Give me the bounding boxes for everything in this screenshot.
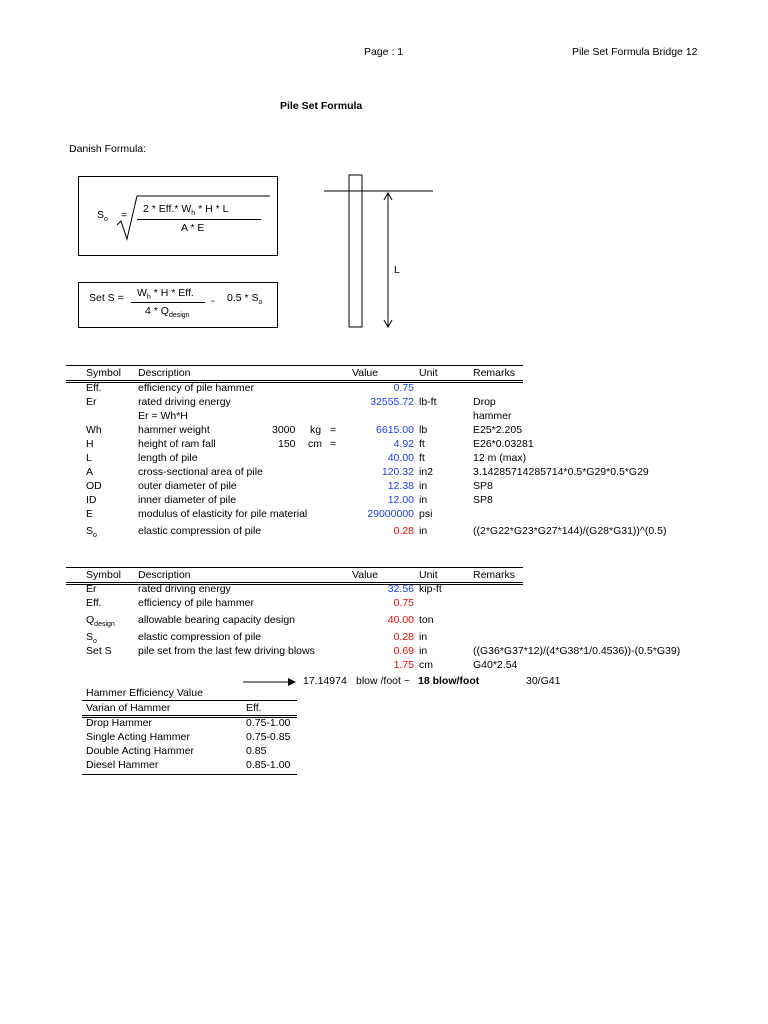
- minus-sign: -: [211, 295, 215, 307]
- unit-cell: in: [419, 631, 428, 643]
- so-symbol: $S_o$: [97, 209, 108, 224]
- unit-cell: lb: [419, 424, 428, 436]
- table-row: [0, 597, 768, 611]
- value-cell: 32.56: [387, 583, 414, 595]
- equals-sign: =: [121, 209, 128, 221]
- remarks-cell: 3.14285714285714*0.5*G29*0.5*G29: [473, 466, 649, 478]
- description-cell: Er = Wh*H: [138, 410, 188, 422]
- table-row: [0, 508, 768, 522]
- description-cell: rated driving energy: [138, 583, 231, 595]
- document-title: Pile Set Formula Bridge 12: [572, 46, 698, 58]
- unit-cell: in: [419, 645, 428, 657]
- unit-cell: psi: [419, 508, 433, 520]
- col-symbol: Symbol: [86, 367, 122, 379]
- unit-cell: in: [419, 480, 428, 492]
- col-value: Value: [352, 367, 379, 379]
- table-row: [0, 382, 768, 396]
- value-cell: 0.75: [393, 597, 414, 609]
- symbol-cell: Er: [86, 396, 97, 408]
- formula-box-so: [78, 176, 278, 256]
- symbol-cell: $S_o$: [86, 631, 97, 646]
- table-row: [0, 759, 300, 773]
- description-cell: efficiency of pile hammer: [138, 382, 254, 394]
- remarks-cell: hammer: [473, 410, 512, 422]
- value-cell: 0.69: [393, 645, 414, 657]
- unit-cell: ft: [419, 438, 425, 450]
- table-row: [0, 583, 768, 597]
- input-unit-cell: cm: [308, 438, 322, 450]
- hammer-table-rule: [82, 700, 297, 701]
- hammer-table-rule: [82, 715, 297, 716]
- table-row: [0, 645, 768, 659]
- value-cell: 0.75: [393, 382, 414, 394]
- col-efficiency: Eff.: [246, 702, 262, 714]
- efficiency-cell: 0.85: [246, 745, 267, 757]
- col-remarks: Remarks: [473, 367, 516, 379]
- formula1-numerator: 2 * Eff.* $W_h$ * H * L: [143, 203, 229, 218]
- value-cell: 32555.72: [370, 396, 414, 408]
- pile-diagram: [320, 172, 440, 332]
- table1-top-rule: [66, 365, 523, 366]
- symbol-cell: OD: [86, 480, 102, 492]
- description-cell: hammer weight: [138, 424, 210, 436]
- arrow-right-icon: [242, 676, 298, 688]
- page-number: Page : 1: [364, 46, 404, 58]
- value-cell: 40.00: [387, 614, 414, 626]
- unit-cell: ft: [419, 452, 425, 464]
- col-description: Description: [138, 569, 191, 581]
- value-cell: 0.28: [393, 631, 414, 643]
- blow-count-value: 17.14974: [303, 675, 347, 687]
- description-cell: elastic compression of pile: [138, 631, 262, 643]
- table-row: [0, 424, 768, 438]
- col-unit: Unit: [419, 569, 438, 581]
- remarks-cell: E25*2.205: [473, 424, 523, 436]
- table-row: [0, 659, 768, 673]
- equals-sign: =: [330, 438, 337, 450]
- hammer-name-cell: Single Acting Hammer: [86, 731, 190, 743]
- fraction-bar: [131, 302, 205, 303]
- description-cell: elastic compression of pile: [138, 525, 262, 537]
- description-cell: inner diameter of pile: [138, 494, 237, 506]
- table-row: [0, 717, 300, 731]
- symbol-cell: E: [86, 508, 94, 520]
- value-cell: 12.00: [387, 494, 414, 506]
- table-row: [0, 480, 768, 494]
- remarks-cell: SP8: [473, 494, 493, 506]
- blow-count-text: blow /foot ~: [356, 675, 410, 687]
- table-row: [0, 745, 300, 759]
- value-cell: 1.75: [393, 659, 414, 671]
- formula2-numerator: $W_h$ * H * Eff.: [137, 287, 194, 302]
- table-row: [0, 410, 768, 424]
- col-remarks: Remarks: [473, 569, 516, 581]
- symbol-cell: Wh: [86, 424, 102, 436]
- input-value-cell: 150: [278, 438, 296, 450]
- symbol-cell: Set S: [86, 645, 112, 657]
- value-cell: 40.00: [387, 452, 414, 464]
- symbol-cell: A: [86, 466, 94, 478]
- formula-box-set-s: [78, 282, 278, 328]
- unit-cell: cm: [419, 659, 433, 671]
- length-label: L: [394, 264, 400, 276]
- col-value: Value: [352, 569, 379, 581]
- description-cell: efficiency of pile hammer: [138, 597, 254, 609]
- table-row: [0, 466, 768, 480]
- hammer-name-cell: Double Acting Hammer: [86, 745, 194, 757]
- remarks-cell: Drop: [473, 396, 496, 408]
- table-row: [0, 396, 768, 410]
- description-cell: pile set from the last few driving blows: [138, 645, 315, 657]
- value-cell: 0.28: [393, 525, 414, 537]
- section-label: Danish Formula:: [69, 143, 147, 155]
- col-description: Description: [138, 367, 191, 379]
- symbol-cell: $S_o$: [86, 525, 97, 540]
- hammer-table-title: Hammer Efficiency Value: [86, 687, 203, 699]
- unit-cell: in2: [419, 466, 434, 478]
- table-row: [0, 438, 768, 452]
- unit-cell: in: [419, 525, 428, 537]
- unit-cell: in: [419, 494, 428, 506]
- formula1-denominator: A * E: [181, 222, 205, 234]
- efficiency-cell: 0.75-1.00: [246, 717, 291, 729]
- col-symbol: Symbol: [86, 569, 122, 581]
- input-value-cell: 3000: [272, 424, 296, 436]
- hammer-name-cell: Drop Hammer: [86, 717, 152, 729]
- symbol-cell: ID: [86, 494, 97, 506]
- description-cell: modulus of elasticity for pile material: [138, 508, 308, 520]
- unit-cell: kip-ft: [419, 583, 442, 595]
- remarks-cell: ((G36*G37*12)/(4*G38*1/0.4536))-(0.5*G39): [473, 645, 681, 657]
- description-cell: length of pile: [138, 452, 198, 464]
- hammer-name-cell: Diesel Hammer: [86, 759, 159, 771]
- description-cell: rated driving energy: [138, 396, 231, 408]
- symbol-cell: Eff.: [86, 597, 102, 609]
- unit-cell: lb-ft: [419, 396, 437, 408]
- value-cell: 12.38: [387, 480, 414, 492]
- set-s-label: Set S =: [89, 292, 124, 304]
- table-row: [0, 452, 768, 466]
- table1-rule: [66, 380, 523, 381]
- efficiency-cell: 0.85-1.00: [246, 759, 291, 771]
- formula2-denominator: $4 * Q_{design}$: [145, 305, 190, 320]
- table-row: [0, 731, 300, 745]
- value-cell: 6615.00: [376, 424, 414, 436]
- symbol-cell: Er: [86, 583, 97, 595]
- symbol-cell: H: [86, 438, 94, 450]
- page-title: Pile Set Formula: [280, 100, 363, 112]
- table2-top-rule: [66, 567, 523, 568]
- table-row: [0, 631, 768, 645]
- value-cell: 4.92: [393, 438, 414, 450]
- fraction-bar: [137, 219, 261, 220]
- formula2-rhs: $0.5 * S_o$: [227, 292, 263, 307]
- remarks-cell: G40*2.54: [473, 659, 518, 671]
- remarks-cell: 12 m (max): [473, 452, 527, 464]
- description-cell: cross-sectional area of pile: [138, 466, 263, 478]
- symbol-cell: Eff.: [86, 382, 102, 394]
- description-cell: allowable bearing capacity design: [138, 614, 296, 626]
- table-row: [0, 494, 768, 508]
- description-cell: height of ram fall: [138, 438, 216, 450]
- col-unit: Unit: [419, 367, 438, 379]
- remarks-cell: E26*0.03281: [473, 438, 534, 450]
- col-hammer-variant: Varian of Hammer: [86, 702, 171, 714]
- blow-count-formula: 30/G41: [526, 675, 561, 687]
- symbol-cell: L: [86, 452, 92, 464]
- table-row: [0, 525, 768, 539]
- blow-count-result: 18 blow/foot: [418, 675, 480, 687]
- input-unit-cell: kg: [310, 424, 322, 436]
- equals-sign: =: [330, 424, 337, 436]
- hammer-table-bottom-rule: [82, 774, 297, 775]
- remarks-cell: SP8: [473, 480, 493, 492]
- efficiency-cell: 0.75-0.85: [246, 731, 291, 743]
- remarks-cell: ((2*G22*G23*G27*144)/(G28*G31))^(0.5): [473, 525, 667, 537]
- value-cell: 29000000: [367, 508, 414, 520]
- description-cell: outer diameter of pile: [138, 480, 237, 492]
- symbol-cell: $Q_{design}$: [86, 614, 115, 629]
- value-cell: 120.32: [381, 466, 414, 478]
- unit-cell: ton: [419, 614, 434, 626]
- table-row: [0, 614, 768, 628]
